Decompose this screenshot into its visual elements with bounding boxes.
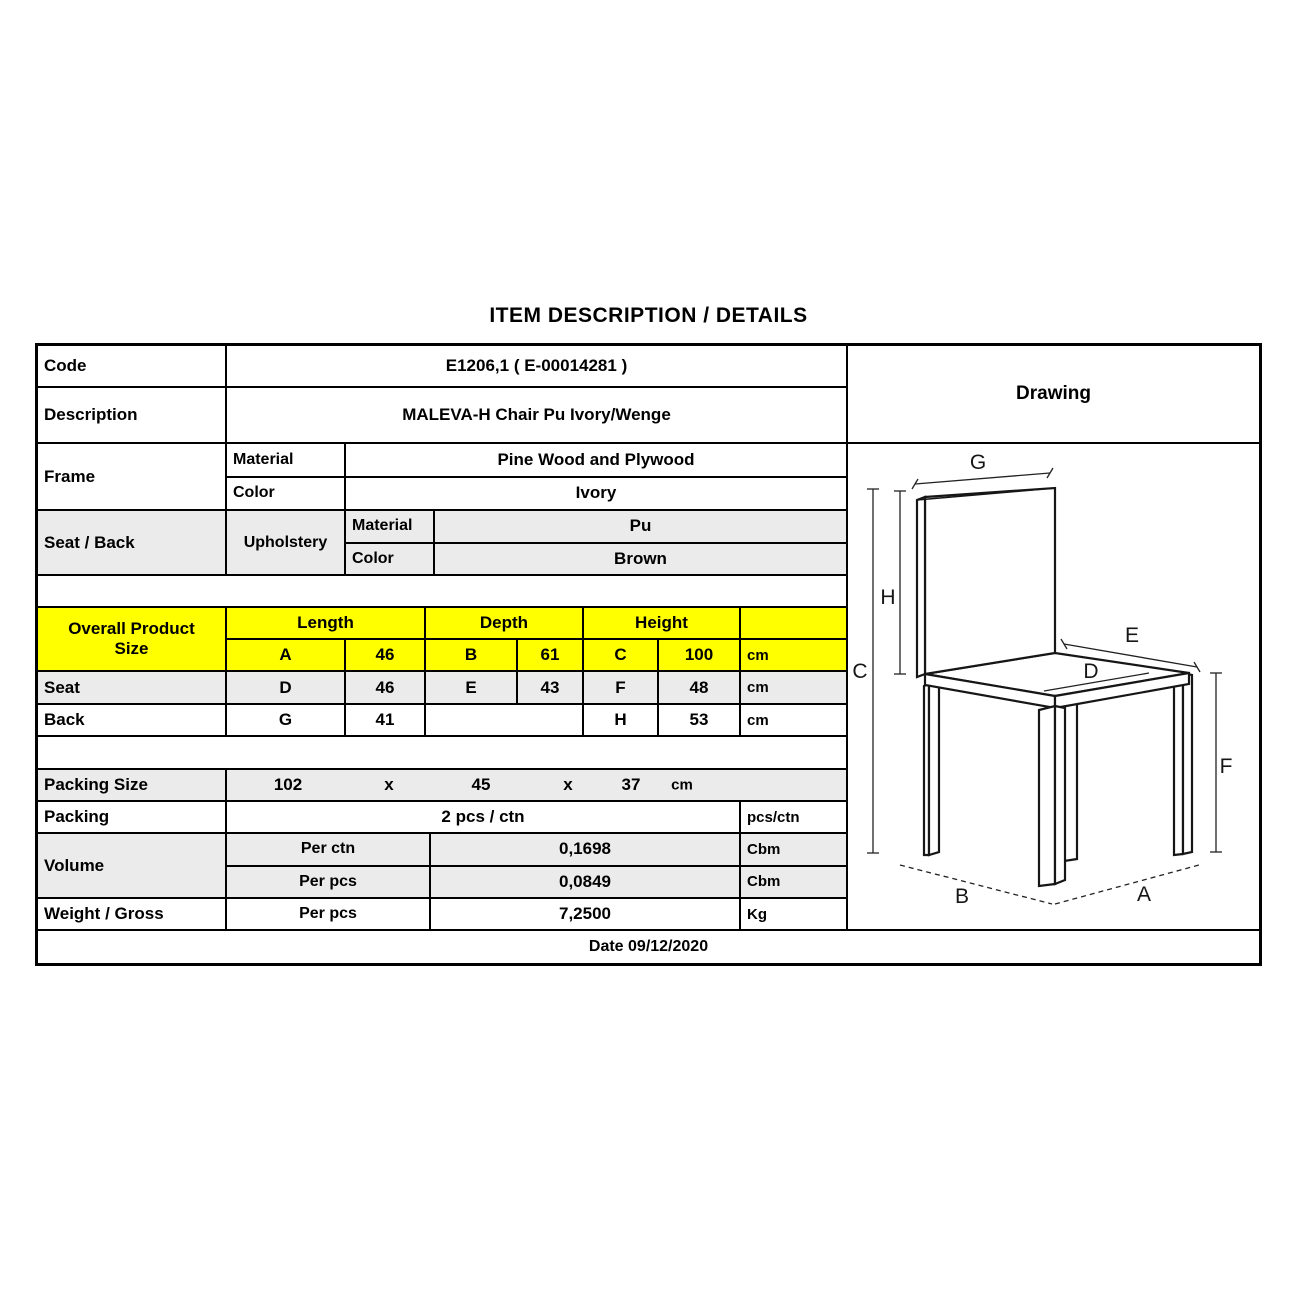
size-overall-row [227, 640, 846, 670]
packing-label: Packing [38, 802, 227, 832]
row-frame [38, 444, 846, 511]
overall-unit: cm [747, 646, 769, 664]
dim-label-c: C [852, 660, 868, 683]
back-height-value: 53 [659, 705, 741, 735]
spec-table [35, 343, 1262, 966]
volume-per-pcs-value: 0,0849 [431, 867, 741, 898]
overall-depth-key: B [426, 640, 518, 670]
size-header-label-line2: Size [114, 639, 149, 658]
dim-label-e: E [1124, 624, 1140, 647]
packing-size-unit: cm [671, 776, 693, 794]
code-label: Code [38, 346, 227, 386]
seat-back-material-label: Material [346, 511, 435, 542]
overall-height-value: 100 [659, 640, 741, 670]
back-height-key: H [584, 705, 659, 735]
row-code [38, 346, 846, 388]
weight-per-label: Per pcs [227, 899, 431, 929]
back-depth-blank [426, 705, 584, 735]
chair-backrest-edge [917, 497, 925, 677]
seat-length-key: D [227, 672, 346, 703]
dim-line-g [915, 473, 1050, 484]
date-value: Date 09/12/2020 [588, 938, 709, 955]
overall-length-key: A [227, 640, 346, 670]
drawing-column [846, 346, 1259, 931]
frame-material-value: Pine Wood and Plywood [497, 449, 695, 469]
volume-per-ctn-row [227, 834, 846, 867]
seat-height-key: F [584, 672, 659, 703]
size-header-blank [741, 608, 846, 638]
upholstery-label: Upholstery [227, 511, 346, 574]
seat-back-color-value: Brown [614, 548, 667, 568]
seat-unit: cm [747, 679, 769, 696]
seat-back-material-value: Pu [629, 516, 652, 536]
back-unit: cm [747, 711, 769, 729]
row-weight [38, 899, 846, 931]
drawing-header: Drawing [848, 346, 1259, 444]
frame-label: Frame [38, 444, 227, 509]
dim-label-f: F [1219, 755, 1233, 778]
packing-size-value [227, 770, 846, 800]
row-seat-back [38, 511, 846, 576]
packing-size-dim3: 37 [621, 775, 641, 794]
row-packing [38, 802, 846, 834]
weight-unit: Kg [747, 905, 767, 923]
dim-line-a [1055, 865, 1199, 904]
chair-right-leg-face1 [1174, 673, 1183, 855]
seat-depth-key: E [426, 672, 518, 703]
row-back-size [38, 705, 846, 737]
weight-value: 7,2500 [431, 899, 741, 929]
seat-depth-value: 43 [518, 672, 584, 703]
size-header-label [38, 608, 227, 670]
frame-color-label: Color [227, 478, 346, 510]
seat-height-value: 48 [659, 672, 741, 703]
packing-size-sep2: x [563, 775, 573, 794]
seat-size-label: Seat [38, 672, 227, 703]
packing-unit: pcs/ctn [747, 808, 800, 826]
volume-per-pcs-unit: Cbm [747, 873, 781, 891]
overall-height-key: C [584, 640, 659, 670]
seat-back-color-row [346, 544, 846, 575]
overall-depth-value: 61 [518, 640, 584, 670]
row-volume [38, 834, 846, 899]
row-description [38, 388, 846, 444]
volume-per-ctn-unit: Cbm [747, 840, 781, 858]
packing-size-sep1: x [384, 775, 394, 794]
spacer-row [38, 576, 846, 608]
chair-right-leg-face2 [1183, 673, 1192, 854]
spacer-row [38, 737, 846, 770]
packing-value: 2 pcs / ctn [227, 802, 741, 832]
row-size-header [38, 608, 846, 672]
code-value: E1206,1 ( E-00014281 ) [445, 356, 628, 375]
dim-line-b [900, 865, 1052, 904]
seat-length-value: 46 [346, 672, 426, 703]
back-length-key: G [227, 705, 346, 735]
dim-label-h: H [880, 586, 896, 609]
dim-label-b: B [954, 885, 970, 908]
chair-front-leg-face1 [1039, 706, 1055, 886]
seat-back-material-row [346, 511, 846, 544]
back-size-label: Back [38, 705, 227, 735]
chair-left-leg-face2 [929, 684, 939, 855]
seat-back-color-label: Color [346, 544, 435, 575]
height-header: Height [584, 608, 741, 638]
frame-color-row [227, 478, 846, 510]
frame-color-value: Ivory [575, 483, 617, 503]
volume-label: Volume [38, 834, 227, 897]
date-row [38, 931, 1259, 963]
packing-size-label: Packing Size [38, 770, 227, 800]
weight-label: Weight / Gross [38, 899, 227, 929]
chair-backrest-face [925, 488, 1055, 674]
back-length-value: 41 [346, 705, 426, 735]
chair-drawing [848, 444, 1259, 929]
chair-front-leg-face2 [1055, 706, 1065, 884]
volume-per-pcs-label: Per pcs [227, 867, 431, 898]
dim-label-a: A [1136, 883, 1152, 906]
description-value: MALEVA-H Chair Pu Ivory/Wenge [402, 405, 671, 424]
packing-size-dim1: 102 [273, 775, 303, 794]
length-header: Length [227, 608, 426, 638]
description-label: Description [38, 388, 227, 442]
seat-back-label: Seat / Back [38, 511, 227, 574]
frame-material-row [227, 444, 846, 478]
dim-label-g: G [969, 451, 987, 474]
packing-size-dim2: 45 [471, 775, 491, 794]
size-dimension-headers [227, 608, 846, 640]
frame-material-label: Material [227, 444, 346, 476]
row-seat-size [38, 672, 846, 705]
volume-per-ctn-value: 0,1698 [431, 834, 741, 865]
volume-per-ctn-label: Per ctn [227, 834, 431, 865]
size-header-label-line1: Overall Product [68, 619, 195, 639]
row-packing-size [38, 770, 846, 802]
overall-length-value: 46 [346, 640, 426, 670]
depth-header: Depth [426, 608, 584, 638]
spec-table-left [38, 346, 846, 931]
page-title: ITEM DESCRIPTION / DETAILS [489, 304, 808, 327]
dim-label-d: D [1083, 660, 1099, 683]
volume-per-pcs-row [227, 867, 846, 898]
